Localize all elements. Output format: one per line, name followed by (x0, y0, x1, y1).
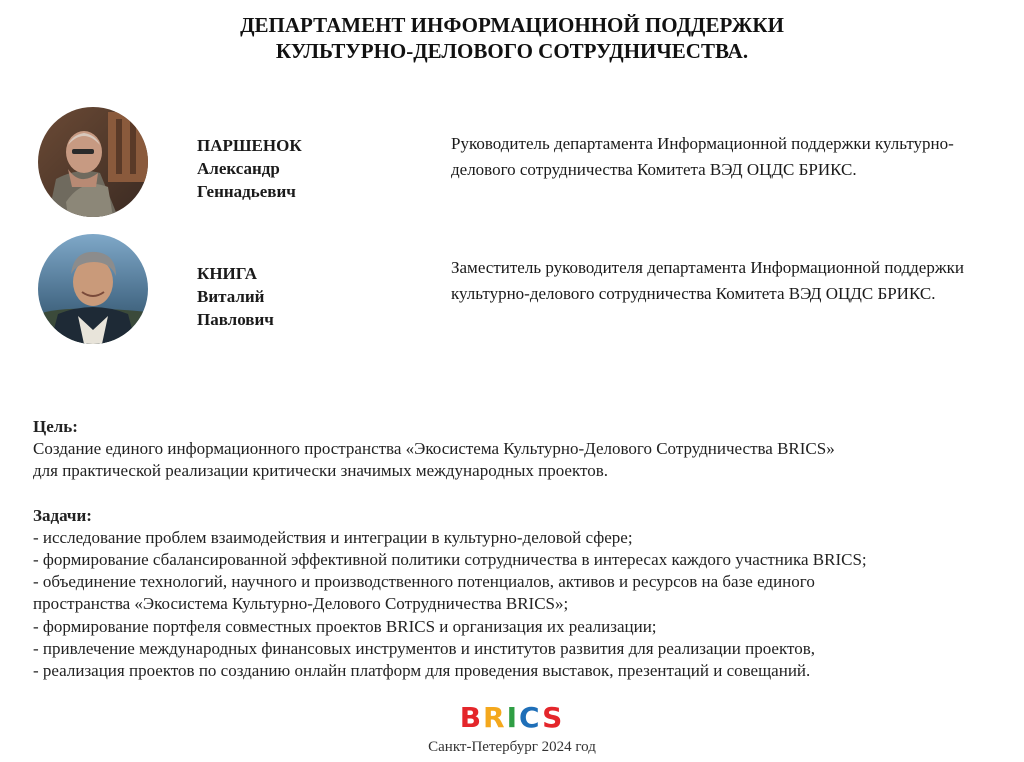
svg-text:BRICS (460, 701, 565, 732)
portrait-photo (38, 107, 148, 217)
task-line: пространства «Экосистема Культурно-Делового Сотрудничества BRICS»; (33, 594, 569, 614)
tasks-label: Задачи: (33, 505, 92, 525)
patronymic: Павлович (197, 310, 274, 329)
title-line-1: ДЕПАРТАМЕНТ ИНФОРМАЦИОННОЙ ПОДДЕРЖКИ (240, 13, 784, 37)
person-card (0, 107, 1024, 219)
portrait-photo (38, 234, 148, 344)
goals-and-tasks (33, 416, 1003, 682)
logo-letter: I (506, 701, 520, 732)
logo-letter: B (459, 701, 484, 732)
task-line: - реализация проектов по созданию онлайн платформ для проведения выставок, презентаций и совещаний. (33, 661, 811, 681)
person-name (197, 262, 274, 331)
task-line: - привлечение международных финансовых инструментов и институтов развития для реализации проектов, (33, 638, 815, 658)
person-card (0, 234, 1024, 346)
task-line: - объединение технологий, научного и производственного потенциалов, активов и ресурсов на базе единого (33, 572, 815, 592)
logo-letter: S (542, 701, 565, 732)
person-role: Руководитель департамента Информационной поддержки культурно-делового сотрудничества Комитета ВЭД ОЦДС БРИКС. (451, 134, 954, 179)
task-line: - формирование портфеля совместных проектов BRICS и организация их реализации; (33, 616, 657, 636)
task-line: - исследование проблем взаимодействия и интеграции в культурно-деловой сфере; (33, 527, 633, 547)
task-line: - формирование сбалансированной эффективной политики сотрудничества в интересах каждого участника BRICS; (33, 550, 867, 570)
avatar (38, 107, 148, 217)
first-name: Виталий (197, 287, 265, 306)
title-line-2: КУЛЬТУРНО-ДЕЛОВОГО СОТРУДНИЧЕСТВА. (275, 39, 749, 63)
person-name (197, 134, 302, 203)
surname: ПАРШЕНОК (197, 136, 302, 155)
avatar (38, 234, 148, 344)
brics-logo (457, 700, 567, 732)
patronymic: Геннадьевич (197, 182, 296, 201)
surname: КНИГА (197, 264, 258, 283)
goal-label: Цель: (33, 417, 78, 436)
goal-line: для практической реализации критически значимых международных проектов. (33, 461, 608, 481)
logo-letter: C (519, 701, 543, 732)
city-year: Санкт-Петербург 2024 год (428, 739, 596, 755)
logo-letter: R (483, 701, 507, 732)
goal-line: Создание единого информационного пространства «Экосистема Культурно-Делового Сотрудничества BRICS» (33, 439, 835, 459)
first-name: Александр (197, 159, 280, 178)
page-title (0, 12, 1024, 64)
footer (0, 700, 1024, 756)
person-role: Заместитель руководителя департамента Информационной поддержки культурно-делового сотрудничества Комитета ВЭД ОЦДС БРИКС. (451, 258, 964, 303)
